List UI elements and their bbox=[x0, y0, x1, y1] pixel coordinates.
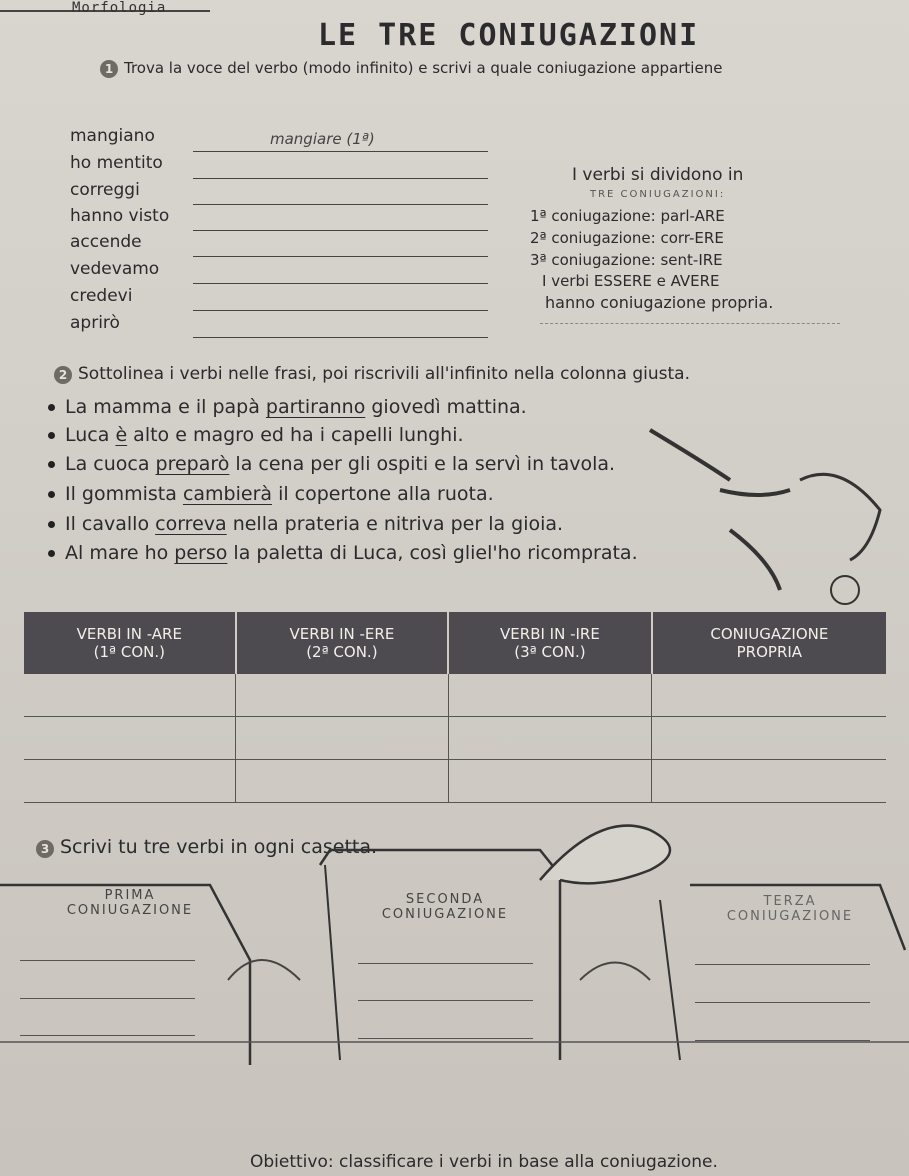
bullet-icon bbox=[48, 432, 55, 439]
answer-cell[interactable] bbox=[24, 760, 236, 803]
exercise-1-text: Trova la voce del verbo (modo infinito) e scrivi a quale coniugazione appartiene bbox=[124, 59, 723, 77]
exercise-2-instruction bbox=[54, 364, 690, 384]
page-title: LE TRE CONIUGAZIONI bbox=[318, 18, 700, 53]
answer-line[interactable] bbox=[358, 1000, 533, 1001]
verb-item: credevi bbox=[70, 286, 133, 306]
exercise-number-badge: 2 bbox=[54, 366, 72, 384]
answer-line[interactable] bbox=[695, 1002, 870, 1003]
verb-item: accende bbox=[70, 232, 142, 252]
house-label-second: SECONDA CONIUGAZIONE bbox=[381, 892, 509, 922]
topic-label: Morfologia bbox=[72, 0, 167, 16]
answer-cell[interactable] bbox=[24, 717, 236, 760]
answer-line[interactable] bbox=[20, 960, 195, 961]
underlined-verb: partiranno bbox=[265, 396, 366, 418]
house-label-first: PRIMA CONIUGAZIONE bbox=[66, 888, 194, 918]
answer-cell[interactable] bbox=[448, 717, 652, 760]
answer-line[interactable] bbox=[193, 203, 488, 205]
bullet-icon bbox=[48, 461, 55, 468]
bullet-icon bbox=[48, 521, 55, 528]
bullet-icon bbox=[48, 550, 55, 557]
answer-cell[interactable] bbox=[652, 760, 886, 803]
answer-line[interactable] bbox=[193, 177, 488, 179]
note-row: 2ª coniugazione: corr-ERE bbox=[530, 229, 724, 247]
answer-cell[interactable] bbox=[236, 717, 449, 760]
underlined-verb: correva bbox=[155, 513, 227, 535]
answer-line[interactable] bbox=[358, 963, 533, 964]
sentence: Luca è alto e magro ed ha i capelli lunghi. bbox=[48, 424, 464, 446]
note-last: hanno coniugazione propria. bbox=[545, 293, 774, 312]
sentence: Al mare ho perso la paletta di Luca, così gliel'ho ricomprata. bbox=[48, 542, 638, 564]
table-row bbox=[24, 717, 886, 760]
verb-item: hanno visto bbox=[70, 206, 170, 226]
answer-cell[interactable] bbox=[652, 717, 886, 760]
note-title: I verbi si dividono in bbox=[572, 165, 744, 185]
col-header-ire: VERBI IN -IRE (3ª CON.) bbox=[448, 612, 652, 674]
verb-item: mangiano bbox=[70, 126, 155, 146]
answer-line[interactable] bbox=[695, 964, 870, 965]
exercise-2-text: Sottolinea i verbi nelle frasi, poi riscrivili all'infinito nella colonna giusta. bbox=[78, 364, 690, 384]
note-row: 1ª coniugazione: parl-ARE bbox=[530, 207, 725, 225]
bullet-icon bbox=[48, 404, 55, 411]
answer-line[interactable] bbox=[193, 336, 488, 338]
answer-cell[interactable] bbox=[236, 674, 449, 717]
underlined-verb: perso bbox=[174, 542, 228, 564]
answer-cell[interactable] bbox=[236, 760, 449, 803]
verb-item: aprirò bbox=[70, 313, 120, 333]
bullet-icon bbox=[48, 491, 55, 498]
note-subtitle: TRE CONIUGAZIONI: bbox=[590, 189, 726, 200]
underlined-verb: è bbox=[115, 424, 128, 446]
rule-note-box bbox=[520, 145, 850, 325]
answer-cell[interactable] bbox=[652, 674, 886, 717]
answer-cell[interactable] bbox=[448, 674, 652, 717]
horse-illustration-icon bbox=[640, 420, 900, 610]
answer-line[interactable] bbox=[193, 150, 488, 152]
verb-item: ho mentito bbox=[70, 153, 163, 173]
note-dashed-rule bbox=[540, 323, 840, 324]
exercise-1-instruction bbox=[100, 60, 820, 78]
verb-item: vedevamo bbox=[70, 259, 160, 279]
answer-cell[interactable] bbox=[448, 760, 652, 803]
answer-line[interactable] bbox=[193, 282, 488, 284]
exercise-3-text: Scrivi tu tre verbi in ogni casetta. bbox=[60, 836, 378, 858]
exercise-number-badge: 1 bbox=[100, 60, 118, 78]
underlined-verb: preparò bbox=[155, 453, 230, 475]
answer-line[interactable] bbox=[20, 1035, 195, 1036]
answer-cell[interactable] bbox=[24, 674, 236, 717]
answer-line[interactable] bbox=[20, 998, 195, 999]
sentence: Il cavallo correva nella prateria e nitriva per la gioia. bbox=[48, 513, 563, 535]
sentence: Il gommista cambierà il copertone alla ruota. bbox=[48, 483, 494, 505]
answer-line[interactable] bbox=[358, 1038, 533, 1039]
sentence: La mamma e il papà partiranno giovedì mattina. bbox=[48, 396, 527, 418]
exercise-number-badge: 3 bbox=[36, 840, 54, 858]
table-row bbox=[24, 760, 886, 803]
answer-line[interactable] bbox=[193, 309, 488, 311]
note-row: 3ª coniugazione: sent-IRE bbox=[530, 251, 723, 269]
col-header-ere: VERBI IN -ERE (2ª CON.) bbox=[236, 612, 449, 674]
col-header-are: VERBI IN -ARE (1ª CON.) bbox=[24, 612, 236, 674]
underlined-verb: cambierà bbox=[182, 483, 273, 505]
answer-line[interactable] bbox=[193, 229, 488, 231]
table-row bbox=[24, 674, 886, 717]
verbs-classification-table bbox=[24, 612, 886, 803]
answer-line[interactable] bbox=[193, 255, 488, 257]
learning-objective: Obiettivo: classificare i verbi in base alla coniugazione. bbox=[250, 1152, 718, 1172]
note-row: I verbi ESSERE e AVERE bbox=[542, 272, 720, 290]
house-label-third: TERZA CONIUGAZIONE bbox=[726, 894, 854, 924]
verb-item: correggi bbox=[70, 180, 140, 200]
answer-line[interactable] bbox=[695, 1040, 870, 1041]
handwritten-answer: mangiare (1ª) bbox=[270, 130, 375, 148]
sentence: La cuoca preparò la cena per gli ospiti e la servì in tavola. bbox=[48, 453, 615, 475]
col-header-propria: CONIUGAZIONE PROPRIA bbox=[652, 612, 886, 674]
